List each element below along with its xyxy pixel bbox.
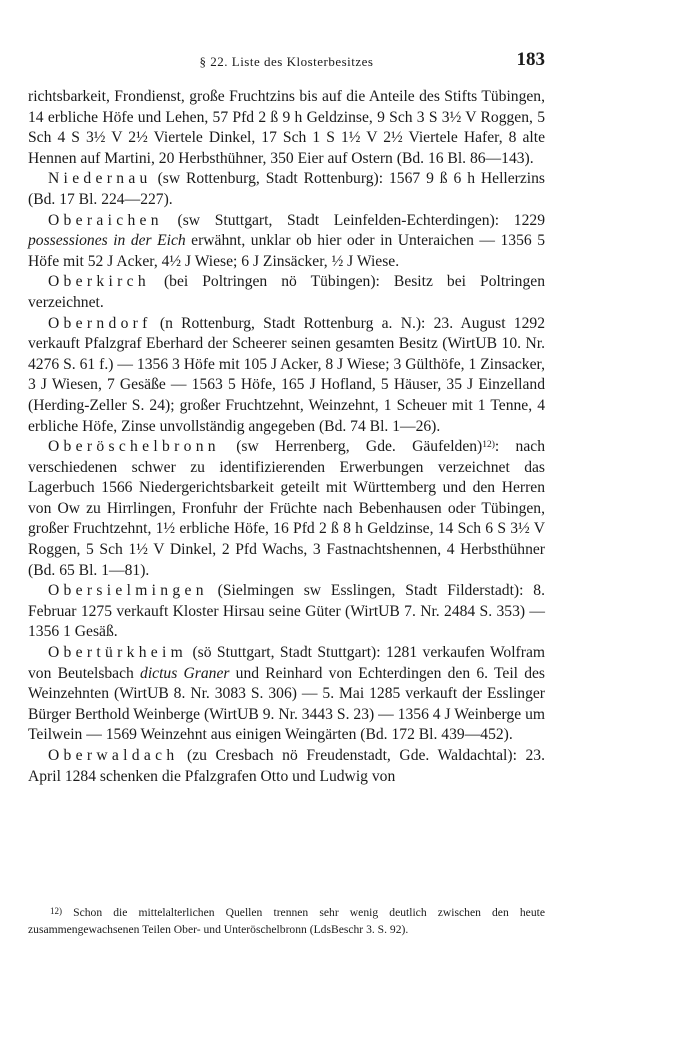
footnotes	[28, 904, 545, 938]
entry-text: (bei Poltringen nö Tübingen): Besitz bei Poltringen verzeichnet.	[28, 273, 545, 311]
footnote-12	[28, 904, 545, 938]
entry-oberoeschelbronn	[28, 437, 545, 581]
page	[28, 48, 545, 787]
place-name: Niedernau	[48, 170, 152, 188]
place-name: Oberkirch	[48, 273, 150, 291]
entry-text: (Sielmingen sw Esslingen, Stadt Filderstadt): 8. Februar 1275 verkauft Kloster Hirsau seine Güter (WirtUB 7. Nr. 2484 S. 353) — 1356 1 Gesäß.	[28, 582, 545, 641]
entry-oberkirch	[28, 272, 545, 313]
entry-oberturkheim	[28, 643, 545, 746]
place-name: Obersielmingen	[48, 582, 208, 600]
latin-quote: dictus Graner	[140, 664, 230, 682]
paragraph-text: richtsbarkeit, Frondienst, große Fruchtzins bis auf die Anteile des Stifts Tübingen, 14 erbliche Höfe und Lehen, 57 Pfd 2 ß 9 h Geldzinse, 9 Sch 3 S 3½ V Roggen, 5 Sch 4 S 3½ V 2½ Viertele Dinkel, 17 Sch 1 S 1½ V 2½ Viertele Hafer, 8 alte Hennen auf Martini, 20 Herbsthühner, 350 Eier auf Ostern (Bd. 16 Bl. 86—143).	[28, 88, 545, 167]
entry-obersielmingen	[28, 581, 545, 643]
entry-text: und Reinhard von Echterdingen den 6. Teil des Weinzehnten (WirtUB 8. Nr. 3083 S. 306) — 5. Mai 1285 verkauft der Esslinger Bürger Berthold Weinberge (WirtUB 9. Nr. 3443 S. 23) — 1356 4 J Weinberge um Teilwein — 1569 Weinzehnt aus einigen Weingärten (Bd. 172 Bl. 439—452).	[28, 664, 546, 744]
entry-oberndorf	[28, 314, 545, 438]
footnote-text: Schon die mittelalterlichen Quellen trennen sehr wenig deutlich zwischen den heute zusammengewachsenen Teilen Ober- und Unteröschelbronn (LdsBeschr 3. S. 92).	[28, 906, 545, 936]
place-name: Obertürkheim	[48, 644, 188, 662]
entry-niedernau	[28, 169, 545, 210]
entry-text: erwähnt, unklar ob hier oder in Unteraichen — 1356 5 Höfe mit 52 J Acker, 4½ J Wiese; 6 J Zinsäcker, ½ J Wiese.	[28, 232, 545, 270]
entry-text: (zu Cresbach nö Freudenstadt, Gde. Waldachtal): 23. April 1284 schenken die Pfalzgrafen Otto und Ludwig von	[28, 747, 545, 785]
page-header	[28, 48, 545, 78]
place-name: Oberaichen	[48, 211, 163, 229]
running-head: § 22. Liste des Klosterbesitzes	[199, 54, 374, 69]
entry-text: (n Rottenburg, Stadt Rottenburg a. N.): 23. August 1292 verkauft Pfalzgraf Eberhard der Scheerer seinen gesamten Besitz (WirtUB 10. Nr. 4276 S. 61 f.) — 1356 3 Höfe mit 105 J Acker, 8 J Wiese; 3 Gülthöfe, 1 Zinsacker, 3 J Wiesen, 7 Gesäße — 1563 5 Höfe, 165 J Hofland, 5 Häuser, 35 J Einzelland (Herding-Zeller S. 24); großer Fruchtzehnt, Weinzehnt, 1 Scheuer mit 1 Tenne, 4 erbliche Höfe, Zinse unvollständig angegeben (Bd. 74 Bl. 1—26).	[28, 314, 545, 435]
page-number: 183	[516, 49, 545, 70]
footnote-marker: 12)	[50, 906, 62, 916]
paragraph-continuation	[28, 87, 545, 169]
place-name: Oberndorf	[48, 314, 152, 332]
place-name: Oberwaldach	[48, 747, 179, 764]
latin-quote: possessiones in der Eich	[28, 232, 186, 250]
entry-oberwaldach	[28, 746, 545, 787]
place-name: Oberöschelbronn	[48, 438, 220, 456]
entry-text: : nach verschiedenen schwer zu identifizierenden Erwerbungen verzeichnet das Lagerbuch 1566 Niedergerichtsbarkeit geteilt mit Württemberg und den Herren von Ow zu Hirrlingen, Fronfuhr der Früchte nach Bebenhausen oder Tübingen, großer Fruchtzehnt, 1½ erbliche Höfe, 16 Pfd 2 ß 8 h Geldzinse, 14 Sch 6 S 3½ V Roggen, 5 Sch 1½ V Dinkel, 2 Pfd Wachs, 3 Fastnachtshennen, 4 Herbsthühner (Bd. 65 Bl. 1—81).	[28, 438, 545, 579]
entry-text: (sw Rottenburg, Stadt Rottenburg): 1567 9 ß 6 h Hellerzins (Bd. 17 Bl. 224—227).	[28, 170, 545, 208]
footnote-reference[interactable]: 12)	[482, 440, 495, 451]
entry-text: (sw Herrenberg, Gde. Gäufelden)	[219, 438, 483, 456]
entry-oberaichen	[28, 211, 545, 273]
main-text	[28, 87, 545, 787]
entry-text: (sw Stuttgart, Stadt Leinfelden-Echterdingen): 1229	[162, 211, 545, 229]
entry-text: (sö Stuttgart, Stadt Stuttgart): 1281 verkaufen Wolfram von Beutelsbach	[28, 644, 545, 682]
